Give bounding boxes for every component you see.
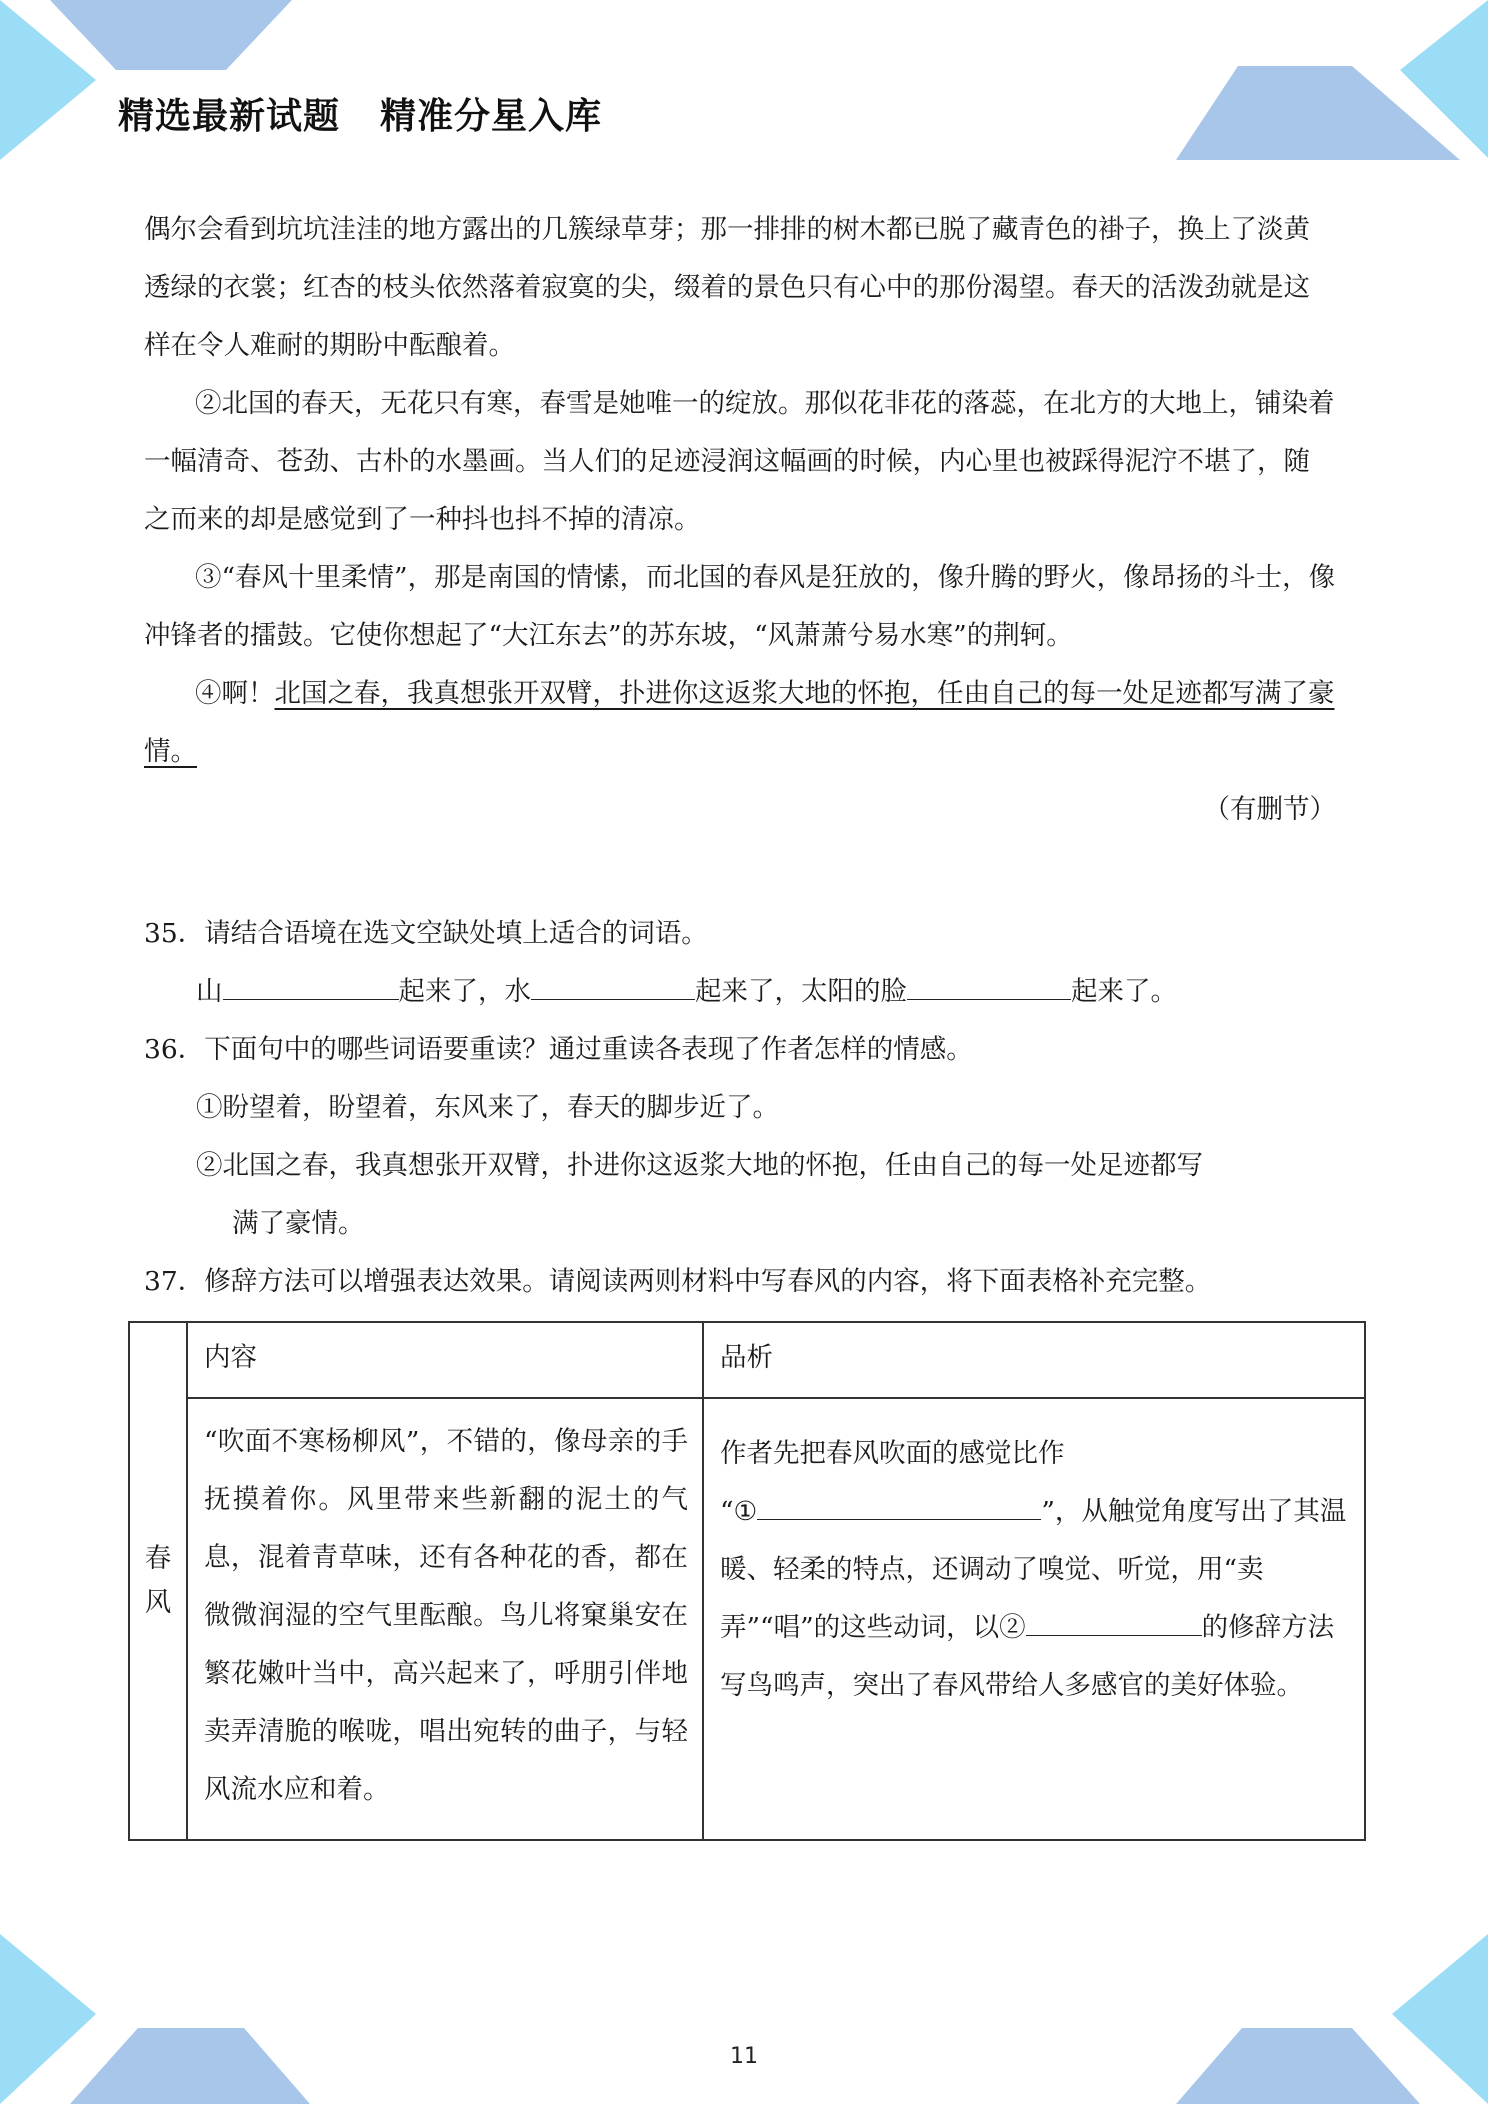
page-number: 11 — [730, 2044, 758, 2069]
q35-blank-2[interactable] — [531, 973, 695, 1000]
abridged-note: （有删节） — [1203, 794, 1336, 825]
passage-paragraph-4-prefix: ④啊！ — [195, 678, 275, 709]
question-36-item-1: ①盼望着，盼望着，东风来了，春天的脚步近了。 — [196, 1092, 779, 1123]
q35-text-3: 起来了，太阳的脸 — [695, 976, 907, 1007]
q35-blank-3[interactable] — [907, 973, 1071, 1000]
question-37-stem: 37．修辞方法可以增强表达效果。请阅读两则材料中写春风的内容，将下面表格补充完整。 — [144, 1266, 1212, 1297]
passage-paragraph-3: ③“春风十里柔情”，那是南国的情愫，而北国的春风是狂放的，像升腾的野火，像昂扬的斗士，像冲锋者的擂鼓。它使你想起了“大江东去”的苏东坡，“风萧萧兮易水寒”的荆轲。 — [144, 562, 1336, 651]
question-35-stem: 35．请结合语境在选文空缺处填上适合的词语。 — [144, 918, 708, 949]
table-category-label: 春风 — [144, 1543, 172, 1618]
table-analysis-cell — [703, 1398, 1365, 1840]
passage-underlined-sentence: 北国之春，我真想张开双臂，扑进你这返浆大地的怀抱，任由自己的每一处足迹都写满了豪情。 — [144, 678, 1335, 767]
analysis-end: 的修辞方法写鸟鸣声，突出了春风带给人多感官的美好体验。 — [720, 1612, 1335, 1701]
passage-paragraph-4 — [144, 665, 1336, 781]
table-header-content: 内容 — [187, 1322, 703, 1398]
question-36-item-2-line-2: 满了豪情。 — [232, 1208, 365, 1239]
passage-paragraph-2: ②北国的春天，无花只有寒，春雪是她唯一的绽放。那似花非花的落蕊，在北方的大地上，铺染着一幅清奇、苍劲、古朴的水墨画。当人们的足迹浸润这幅画的时候，内心里也被踩得泥泞不堪了，随之而来的却是感觉到了一种抖也抖不掉的清凉。 — [144, 388, 1335, 535]
bottom-right-triangle — [1392, 1934, 1488, 2104]
header-title — [118, 88, 602, 139]
table-header-analysis: 品析 — [703, 1322, 1365, 1398]
q35-text-1: 山 — [196, 976, 223, 1007]
table-category-cell — [129, 1322, 187, 1840]
analysis-blank-1[interactable] — [757, 1493, 1041, 1520]
question-36-stem: 36．下面句中的哪些词语要重读？通过重读各表现了作者怎样的情感。 — [144, 1034, 973, 1065]
reading-passage — [144, 201, 1336, 839]
q35-blank-1[interactable] — [223, 973, 399, 1000]
header-title-left: 精选最新试题 — [118, 96, 341, 137]
header-title-right: 精准分星入库 — [380, 96, 603, 137]
analysis-blank-1-prefix: “① — [720, 1496, 758, 1527]
q35-text-4: 起来了。 — [1071, 976, 1177, 1007]
q35-text-2: 起来了，水 — [398, 976, 531, 1007]
analysis-blank-1-suffix: ”，从触觉角度写出了其温暖、轻柔的特点，还调动了嗅觉、听觉，用“卖弄”“唱”的这些动词，以② — [720, 1496, 1347, 1643]
top-left-trapezoid — [50, 0, 292, 70]
question-35-fill-line — [196, 963, 1177, 1021]
rhetoric-analysis-table — [128, 1321, 1366, 1841]
question-36-item-2-line-1: ②北国之春，我真想张开双臂，扑进你这返浆大地的怀抱，任由自己的每一处足迹都写 — [196, 1150, 1203, 1181]
analysis-blank-2[interactable] — [1026, 1609, 1202, 1636]
bottom-left-triangle — [0, 1934, 96, 2104]
analysis-line-1: 作者先把春风吹面的感觉比作 — [720, 1438, 1065, 1469]
table-content-cell: “吹面不寒杨柳风”，不错的，像母亲的手抚摸着你。风里带来些新翻的泥土的气息，混着青草味，还有各种花的香，都在微微润湿的空气里酝酿。鸟儿将窠巢安在繁花嫩叶当中，高兴起来了，呼朋引伴地卖弄清脆的喉咙，唱出宛转的曲子，与轻风流水应和着。 — [187, 1398, 703, 1840]
passage-paragraph-1: 偶尔会看到坑坑洼洼的地方露出的几簇绿草芽；那一排排的树木都已脱了藏青色的褂子，换上了淡黄透绿的衣裳；红杏的枝头依然落着寂寞的尖，缀着的景色只有心中的那份渴望。春天的活泼劲就是这样在令人难耐的期盼中酝酿着。 — [144, 214, 1310, 361]
